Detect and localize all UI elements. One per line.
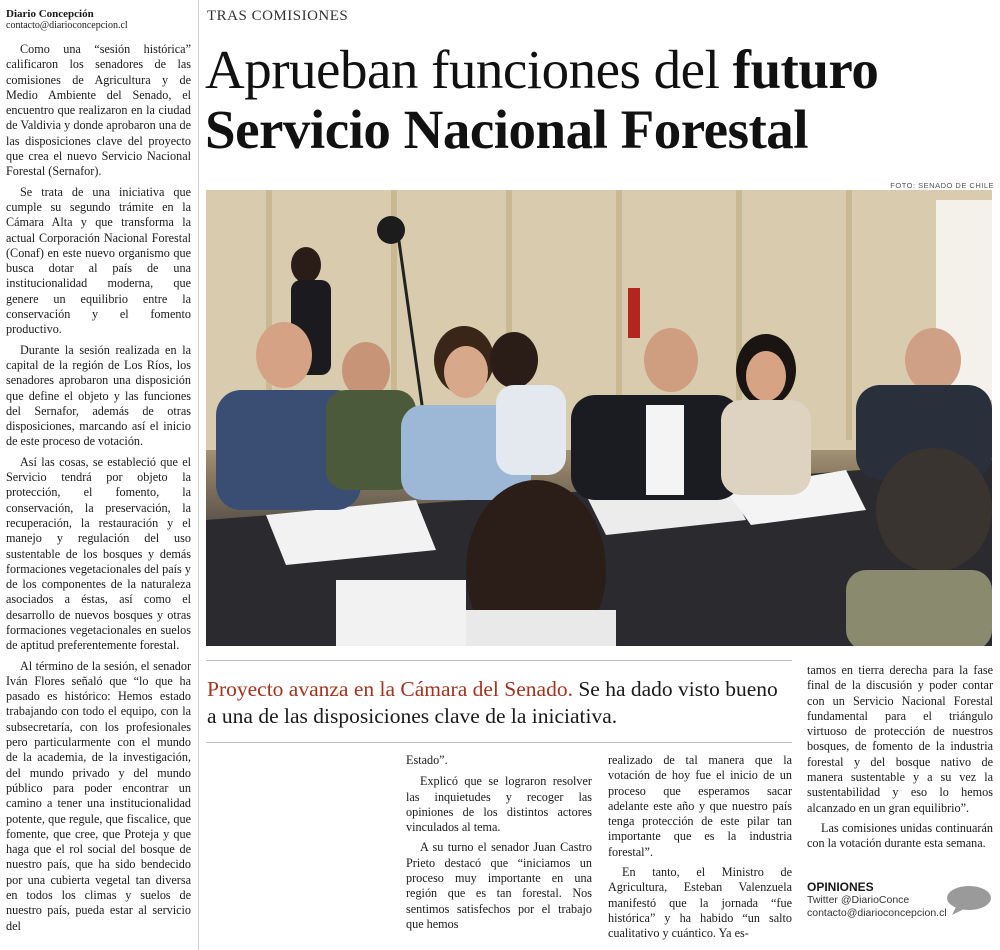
section-kicker: TRAS COMISIONES xyxy=(207,8,349,24)
subtitle xyxy=(207,676,787,730)
article-column-2 xyxy=(406,753,592,937)
column-divider xyxy=(198,0,199,950)
headline-regular: Aprueban funciones del xyxy=(205,39,733,100)
paragraph: Durante la sesión realizada en la capital de la región de Los Ríos, los senadores aprobaron una disposición que define el objeto y las funciones del Sernafor, además de otras disposiciones, marcando así el inicio de este proceso de votación. xyxy=(6,342,191,449)
divider xyxy=(206,660,792,661)
news-photo xyxy=(206,190,992,646)
opiniones-title: OPINIONES xyxy=(807,880,874,894)
subtitle-lead: Proyecto avanza en la Cámara del Senado. xyxy=(207,677,573,701)
photo-credit: FOTO: SENADO DE CHILE xyxy=(890,181,994,190)
meeting-photo-illustration xyxy=(206,190,992,646)
left-column xyxy=(6,42,191,939)
paragraph: A su turno el senador Juan Castro Prieto destacó que “iniciamos un proceso muy importante en una región que es tan forestal. Nos sentimos satisfechos por el trabajo que hemos xyxy=(406,840,592,931)
paragraph: tamos en tierra derecha para la fase final de la discusión y poder contar con un Servicio Nacional Forestal fundamental para el triángulo virtuoso de protección de nuestros bosques, de fomento de la industria forestal y del bosque nativo de manera sustentable y a su vez la sustentabilidad y eso lo hemos alcanzado en un gran equilibrio”. xyxy=(807,663,993,815)
headline-bold: futuro Servicio Nacional Forestal xyxy=(205,39,879,160)
paragraph: realizado de tal manera que la votación de hoy fue el inicio de un proceso que esperamos sacar adelante este año y que nuestro país tenga protección de este pilar tan importante que es la industria forestal”. xyxy=(608,753,792,859)
paragraph: Al término de la sesión, el senador Iván Flores señaló que “lo que ha pasado es histórico: Hemos estado trabajando con todo el equipo, con la subsecretaría, con los profesionales pero particularmente con el mundo de la academia, de la investigación, del mundo privado y del mundo público para poder encontrar un camino a tener una institucionalidad potente, que regule, que fiscalice, que fomente, que cree, que Proteja y que haga que el rol social del bosque de nuestro país, que ha sido bendecido por una cubierta vegetal tan diversa en todos los climas y suelos de nuestro país, pueda estar al servicio del xyxy=(6,658,191,933)
speech-bubble-icon xyxy=(946,885,992,915)
paragraph: En tanto, el Ministro de Agricultura, Esteban Valenzuela manifestó que la jornada “fue histórica” y ha habido “un salto cualitativo y cuántico. Ya es- xyxy=(608,865,792,941)
contact-email: contacto@diarioconcepcion.cl xyxy=(807,907,947,919)
paragraph: Como una “sesión histórica” calificaron los senadores de las comisiones de Agricultura y de Medio Ambiente del Senado, el encuentro que realizaron en la ciudad de Valdivia y donde aprobaron una de las disposiciones clave del proyecto que crea el nuevo Servicio Nacional Forestal (Sernafor). xyxy=(6,42,191,179)
divider xyxy=(206,742,792,743)
twitter-handle: Twitter @DiarioConce xyxy=(807,894,910,906)
masthead xyxy=(6,8,196,31)
newspaper-name: Diario Concepción xyxy=(6,8,94,20)
article-column-3 xyxy=(608,753,792,947)
paragraph: Explicó que se lograron resolver las inquietudes y recoger las opiniones de los distintos actores vinculados al tema. xyxy=(406,774,592,835)
headline xyxy=(205,40,995,160)
masthead-email: contacto@diarioconcepcion.cl xyxy=(6,20,128,31)
article-column-4 xyxy=(807,663,993,857)
subtitle-rest: Se ha dado visto bueno a una de las disposiciones clave de la iniciativa. xyxy=(207,677,778,728)
paragraph: Así las cosas, se estableció que el Servicio tendrá por objeto la protección, el fomento, la conservación, la preservación, la recuperación, la restauración y el manejo y regulación del uso sustentable de los bosques y demás formaciones vegetacionales del país y de los componentes de la naturaleza asociados a éstas, así como el desarrollo de nuevos bosques y otras formaciones vegetacionales en suelos de aptitud preferentemente forestal. xyxy=(6,454,191,653)
paragraph: Se trata de una iniciativa que cumple su segundo trámite en la Cámara Alta y que transforma la actual Corporación Nacional Forestal (Conaf) en este nuevo organismo que busca dotar al país de una institucionalidad moderna, que genere un equilibrio entre la conservación y el fomento productivo. xyxy=(6,184,191,337)
paragraph: Las comisiones unidas continuarán con la votación durante esta semana. xyxy=(807,820,993,851)
paragraph: Estado”. xyxy=(406,753,448,767)
